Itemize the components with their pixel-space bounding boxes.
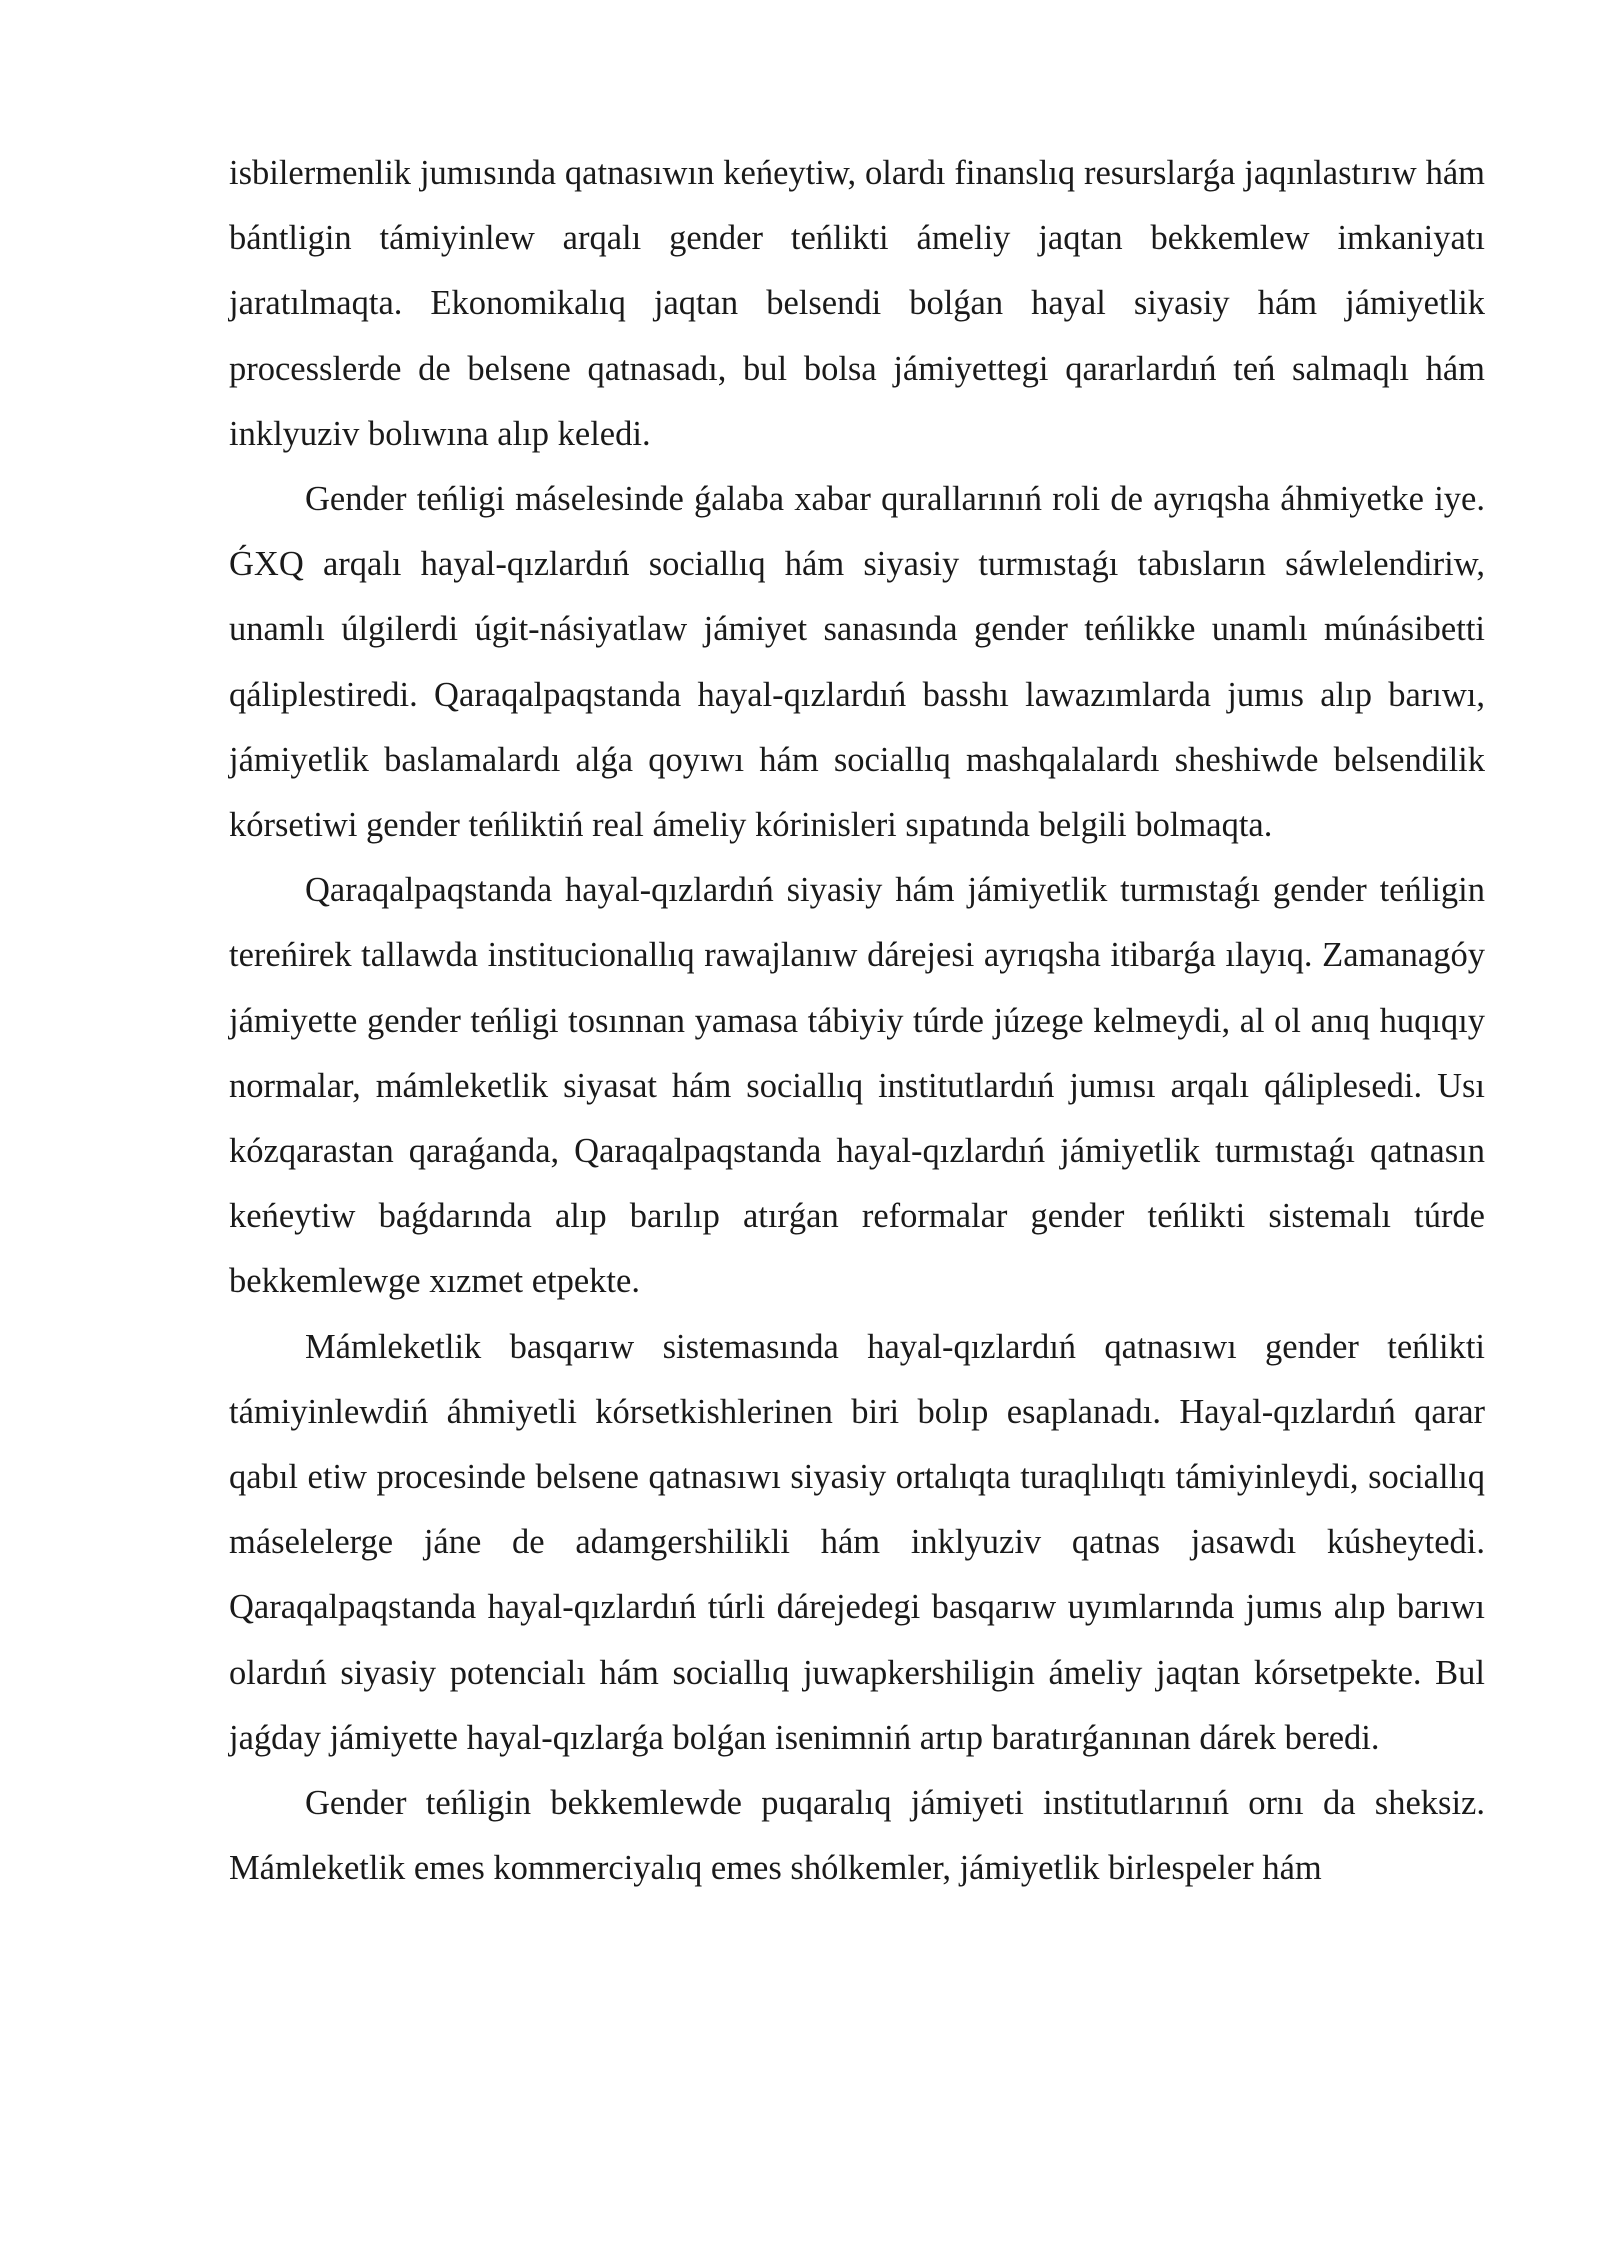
paragraph-3: Qaraqalpaqstanda hayal-qızlardıń siyasiy hám jámiyetlik turmıstaǵı gender teńligin tereńirek tallawda institucionallıq rawajlanıw dárejesi ayrıqsha itibarǵa ılayıq. Zamanagóy jámiyette gender teńligi tosınnan yamasa tábiyiy túrde júzege kelmeydi, al ol anıq huqıqıy normalar, mámleketlik siyasat hám sociallıq institutlardıń jumısı arqalı qáliplesedi. Usı kózqarastan qaraǵanda, Qaraqalpaqstanda hayal-qızlardıń jámiyetlik turmıstaǵı qatnasın keńeytiw baǵdarında alıp barılıp atırǵan reformalar gender teńlikti sistemalı túrde bekkemlewge xızmet etpekte.: [229, 871, 1485, 1301]
paragraph-5: Gender teńligin bekkemlewde puqaralıq jámiyeti institutlarınıń ornı da sheksiz. Mámleketlik emes kommerciyalıq emes shólkemler, jámiyetlik birlespeler hám: [229, 1784, 1485, 1888]
document-body: [229, 141, 1485, 1901]
paragraph-4: Mámleketlik basqarıw sistemasında hayal-qızlardıń qatnasıwı gender teńlikti támiyinlewdiń áhmiyetli kórsetkishlerinen biri bolıp esaplanadı. Hayal-qızlardıń qarar qabıl etiw procesinde belsene qatnasıwı siyasiy ortalıqta turaqlılıqtı támiyinleydi, sociallıq máselelerge jáne de adamgershilikli hám inklyuziv qatnas jasawdı kúsheytedi. Qaraqalpaqstanda hayal-qızlardıń túrli dárejedegi basqarıw uyımlarında jumıs alıp barıwı olardıń siyasiy potencialı hám sociallıq juwapkershiligin ámeliy jaqtan kórsetpekte. Bul jaǵday jámiyette hayal-qızlarǵa bolǵan isenimniń artıp baratırǵanınan dárek beredi.: [229, 1327, 1485, 1757]
paragraph-2: Gender teńligi máselesinde ǵalaba xabar qurallarınıń roli de ayrıqsha áhmiyetke iye. ǴXQ arqalı hayal-qızlardıń sociallıq hám siyasiy turmıstaǵı tabısların sáwlelendiriw, unamlı úlgilerdi úgit-násiyatlaw jámiyet sanasında gender teńlikke unamlı múnásibetti qáliplestiredi. Qaraqalpaqstanda hayal-qızlardıń basshı lawazımlarda jumıs alıp barıwı, jámiyetlik baslamalardı alǵa qoyıwı hám sociallıq mashqalalardı sheshiwde belsendilik kórsetiwi gender teńliktiń real ámeliy kórinisleri sıpatında belgili bolmaqta.: [229, 480, 1485, 845]
paragraph-1: isbilermenlik jumısında qatnasıwın keńeytiw, olardı finanslıq resurslarǵa jaqınlastırıw hám bántligin támiyinlew arqalı gender teńlikti ámeliy jaqtan bekkemlew imkaniyatı jaratılmaqta. Ekonomikalıq jaqtan belsendi bolǵan hayal siyasiy hám jámiyetlik processlerde de belsene qatnasadı, bul bolsa jámiyettegi qararlardıń teń salmaqlı hám inklyuziv bolıwına alıp keledi.: [229, 154, 1485, 453]
